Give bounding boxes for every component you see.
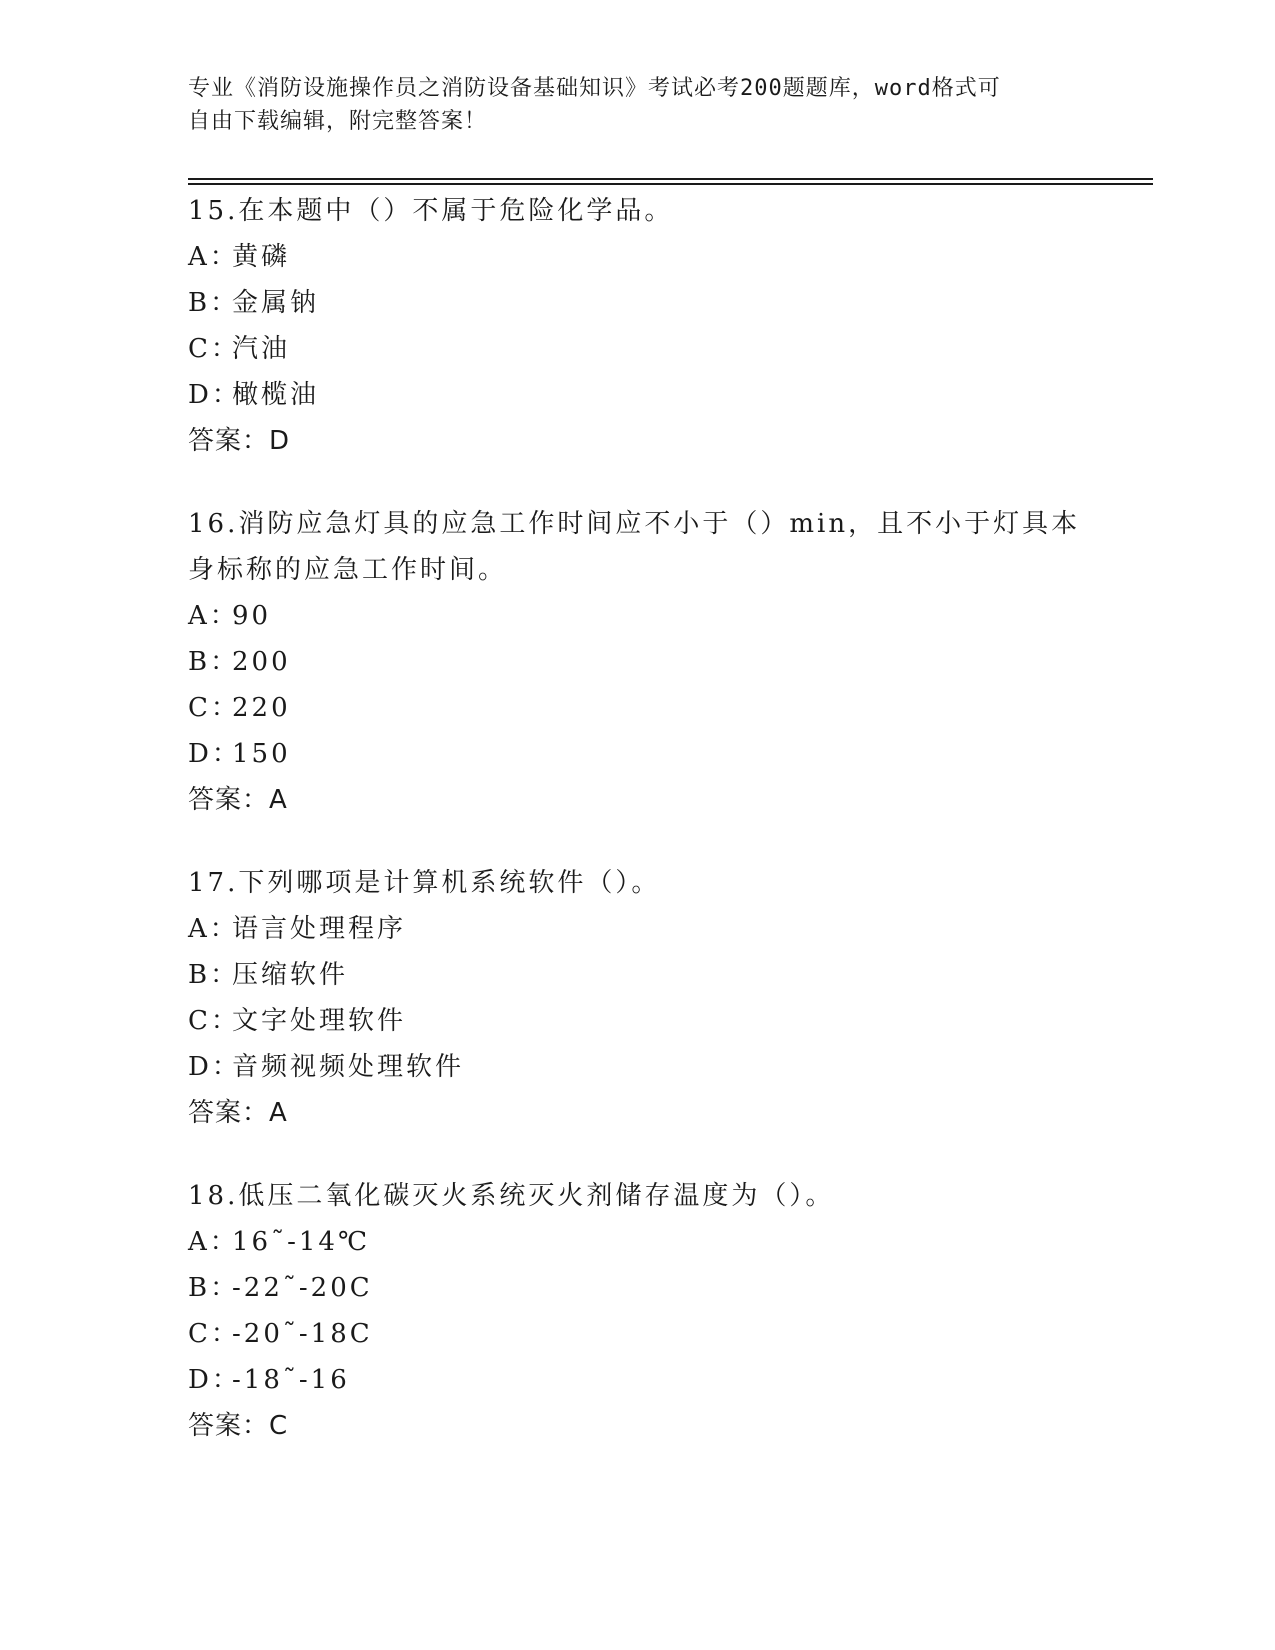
option-d bbox=[188, 731, 1088, 777]
option-text: 200 bbox=[232, 647, 291, 677]
option-text: 150 bbox=[232, 739, 291, 769]
option-c bbox=[188, 326, 1088, 372]
answer-line: 答案：C bbox=[188, 1411, 289, 1441]
option-text: 90 bbox=[232, 601, 272, 631]
question-stem: 16.消防应急灯具的应急工作时间应不小于（）min，且不小于灯具本 bbox=[188, 509, 1081, 539]
option-d bbox=[188, 1044, 1088, 1090]
option-key: B： bbox=[188, 1273, 240, 1303]
question-18 bbox=[188, 1173, 1088, 1449]
option-key: D： bbox=[188, 739, 241, 769]
option-c bbox=[188, 998, 1088, 1044]
option-key: A： bbox=[188, 1227, 239, 1257]
option-b bbox=[188, 280, 1088, 326]
option-c bbox=[188, 1311, 1088, 1357]
header-line-1: 专业《消防设施操作员之消防设备基础知识》考试必考200题题库，word格式可 bbox=[188, 76, 1001, 101]
option-text: 16˜-14℃ bbox=[232, 1227, 371, 1257]
option-d bbox=[188, 1357, 1088, 1403]
option-c bbox=[188, 685, 1088, 731]
option-b bbox=[188, 952, 1088, 998]
question-stem: 15.在本题中（）不属于危险化学品。 bbox=[188, 196, 674, 226]
option-text: 黄磷 bbox=[232, 242, 291, 272]
option-key: D： bbox=[188, 1365, 241, 1395]
option-text: 金属钠 bbox=[232, 288, 320, 318]
option-key: C： bbox=[188, 334, 240, 364]
option-text: -18˜-16 bbox=[232, 1365, 350, 1395]
option-key: A： bbox=[188, 914, 239, 944]
question-stem: 17.下列哪项是计算机系统软件（）。 bbox=[188, 868, 661, 898]
question-list bbox=[188, 188, 1088, 1486]
option-a bbox=[188, 234, 1088, 280]
option-text: 橄榄油 bbox=[232, 380, 320, 410]
option-text: 压缩软件 bbox=[232, 960, 349, 990]
option-key: D： bbox=[188, 1052, 241, 1082]
option-key: A： bbox=[188, 601, 239, 631]
option-a bbox=[188, 1219, 1088, 1265]
option-key: C： bbox=[188, 693, 240, 723]
option-text: 汽油 bbox=[232, 334, 291, 364]
question-15 bbox=[188, 188, 1088, 464]
answer-line: 答案：A bbox=[188, 1098, 288, 1128]
document-header bbox=[188, 72, 1088, 138]
option-key: C： bbox=[188, 1006, 240, 1036]
question-17 bbox=[188, 860, 1088, 1136]
answer-line: 答案：A bbox=[188, 785, 288, 815]
option-b bbox=[188, 639, 1088, 685]
option-key: B： bbox=[188, 960, 240, 990]
option-text: 220 bbox=[232, 693, 291, 723]
option-text: -20˜-18C bbox=[232, 1319, 373, 1349]
option-key: B： bbox=[188, 647, 240, 677]
option-text: 音频视频处理软件 bbox=[232, 1052, 465, 1082]
option-key: C： bbox=[188, 1319, 240, 1349]
option-text: -22˜-20C bbox=[232, 1273, 373, 1303]
option-a bbox=[188, 906, 1088, 952]
question-stem: 18.低压二氧化碳灭火系统灭火剂储存温度为（）。 bbox=[188, 1181, 835, 1211]
question-16 bbox=[188, 501, 1088, 823]
option-a bbox=[188, 593, 1088, 639]
header-divider-bottom bbox=[188, 183, 1153, 185]
option-text: 语言处理程序 bbox=[232, 914, 407, 944]
answer-line: 答案：D bbox=[188, 426, 291, 456]
header-line-2: 自由下载编辑，附完整答案！ bbox=[188, 109, 488, 134]
option-d bbox=[188, 372, 1088, 418]
option-key: B： bbox=[188, 288, 240, 318]
question-stem-continued: 身标称的应急工作时间。 bbox=[188, 555, 508, 585]
option-b bbox=[188, 1265, 1088, 1311]
option-key: D： bbox=[188, 380, 241, 410]
option-key: A： bbox=[188, 242, 239, 272]
header-divider-top bbox=[188, 178, 1153, 180]
option-text: 文字处理软件 bbox=[232, 1006, 407, 1036]
